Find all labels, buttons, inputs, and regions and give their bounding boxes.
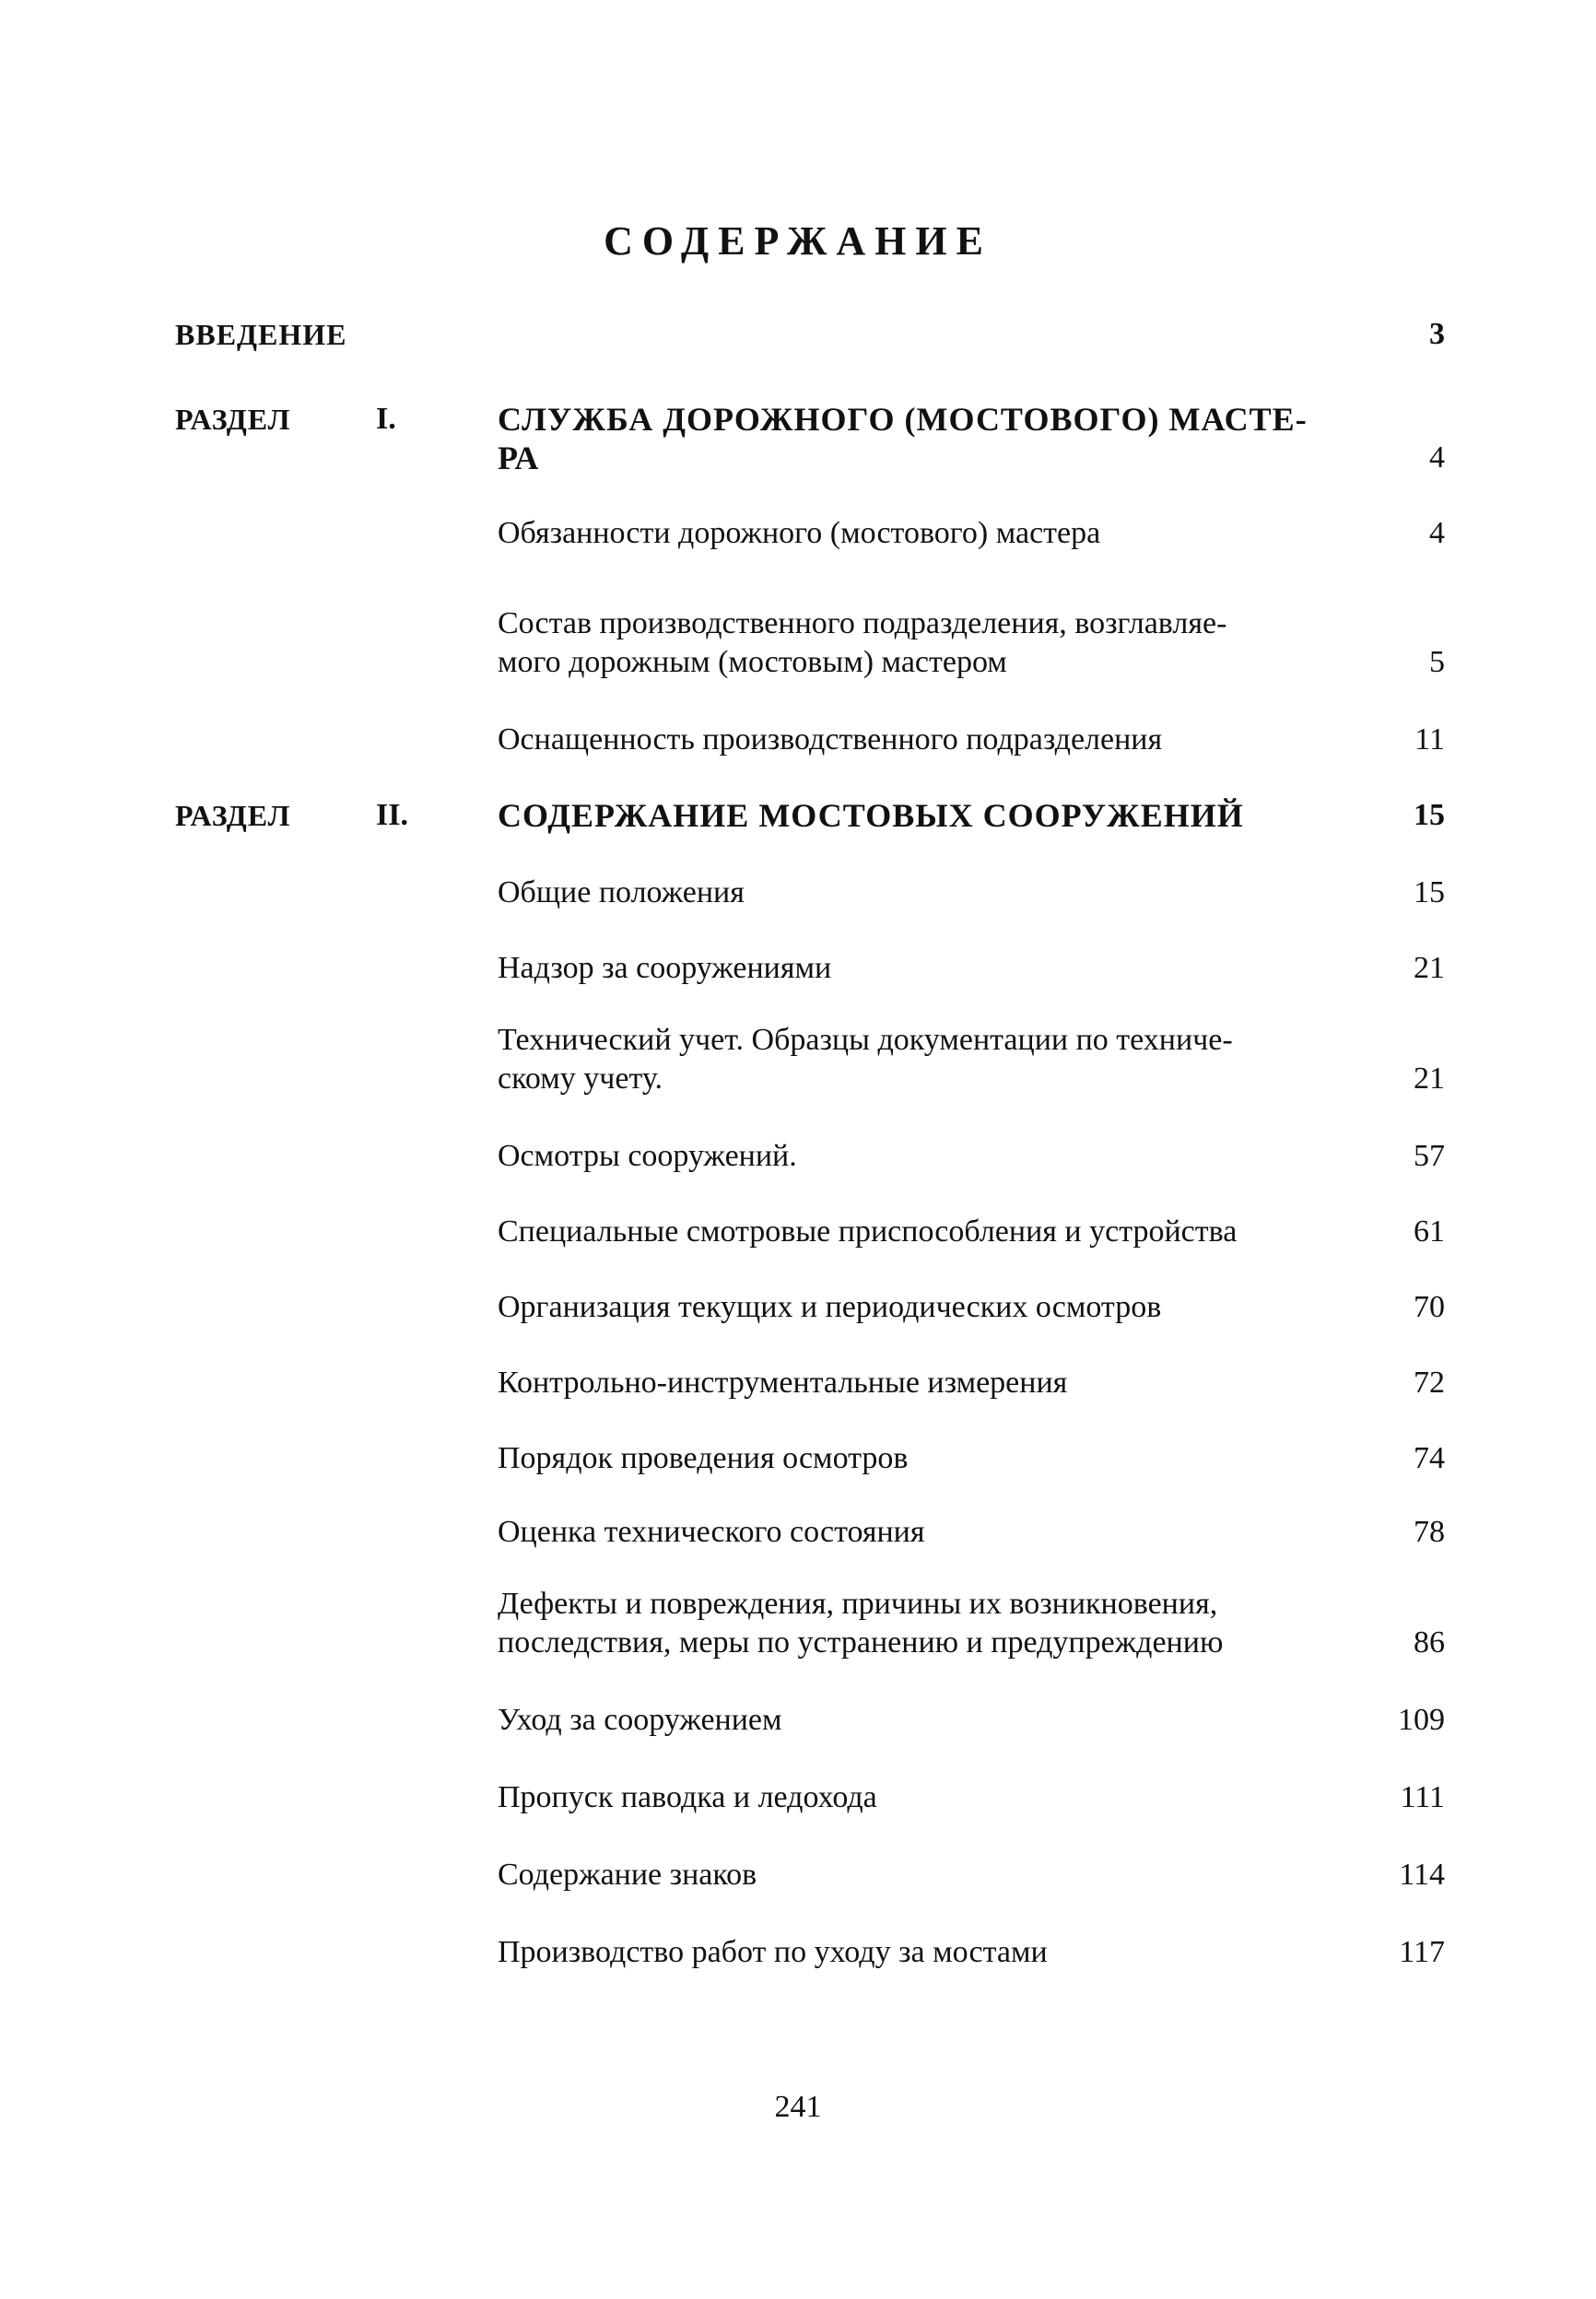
toc-item xyxy=(0,1585,1596,1662)
section-2-header xyxy=(0,796,1596,835)
toc-item-line: Состав производственного подразделения, возглавляе- xyxy=(498,606,1227,640)
toc-item-text xyxy=(498,949,1364,988)
toc-item-line: мого дорожным (мостовым) мастером xyxy=(498,645,1007,679)
toc-item xyxy=(0,1856,1596,1894)
toc-item-line: Содержание знаков xyxy=(498,1858,757,1892)
toc-item-page: 72 xyxy=(1414,1366,1445,1400)
toc-item-line: Дефекты и повреждения, причины их возникновения, xyxy=(498,1587,1218,1621)
intro-page: 3 xyxy=(1429,317,1445,351)
toc-item-text xyxy=(498,514,1364,553)
toc-item-page: 117 xyxy=(1399,1935,1445,1969)
toc-item xyxy=(0,1439,1596,1478)
toc-item xyxy=(0,1137,1596,1176)
toc-item-text xyxy=(498,1585,1364,1662)
section-2-label: РАЗДЕЛ xyxy=(175,799,291,832)
toc-item-text xyxy=(498,1933,1364,1972)
section-1-header xyxy=(0,400,1596,477)
section-1-page: 4 xyxy=(1429,440,1445,475)
section-1-title-line-1: СЛУЖБА ДОРОЖНОГО (МОСТОВОГО) МАСТЕ- xyxy=(498,401,1308,438)
toc-item-text xyxy=(498,1288,1364,1327)
toc-item xyxy=(0,1021,1596,1098)
toc-item-page: 78 xyxy=(1414,1515,1445,1549)
toc-item-page: 5 xyxy=(1429,645,1445,679)
page-number: 241 xyxy=(774,2090,822,2124)
toc-item xyxy=(0,949,1596,988)
section-2-page: 15 xyxy=(1414,798,1445,832)
toc-item-text xyxy=(498,721,1364,759)
toc-item-page: 114 xyxy=(1399,1858,1445,1892)
toc-item xyxy=(0,1701,1596,1740)
toc-item-text xyxy=(498,1213,1364,1251)
toc-item-line: Порядок проведения осмотров xyxy=(498,1441,909,1475)
toc-item-line: последствия, меры по устранению и предупреждению xyxy=(498,1625,1224,1660)
toc-item-text xyxy=(498,1701,1364,1740)
toc-item-text xyxy=(498,1364,1364,1402)
toc-item-page: 4 xyxy=(1429,516,1445,550)
toc-item xyxy=(0,1213,1596,1251)
toc-item xyxy=(0,1933,1596,1972)
toc-item-text xyxy=(498,1856,1364,1894)
toc-item xyxy=(0,1778,1596,1817)
toc-item-text xyxy=(498,1778,1364,1817)
toc-item-line: Общие положения xyxy=(498,875,745,909)
toc-item-text xyxy=(498,1513,1364,1552)
toc-item-line: Специальные смотровые приспособления и устройства xyxy=(498,1214,1238,1249)
toc-item-page: 74 xyxy=(1414,1441,1445,1475)
toc-item-line: Оценка технического состояния xyxy=(498,1515,925,1549)
toc-item-line: Контрольно-инструментальные измерения xyxy=(498,1366,1068,1400)
toc-item-line: скому учету. xyxy=(498,1062,663,1096)
section-2-title xyxy=(498,796,1364,835)
toc-intro-row xyxy=(0,315,1596,354)
toc-item-line: Технический учет. Образцы документации по техниче- xyxy=(498,1023,1233,1057)
toc-item xyxy=(0,1288,1596,1327)
toc-item-page: 61 xyxy=(1414,1214,1445,1249)
toc-item-line: Пропуск паводка и ледохода xyxy=(498,1780,877,1814)
toc-item-page: 70 xyxy=(1414,1290,1445,1324)
section-1-title-line-2: РА xyxy=(498,440,540,476)
toc-item-line: Осмотры сооружений. xyxy=(498,1139,797,1173)
toc-item-text xyxy=(498,874,1364,912)
toc-item xyxy=(0,1364,1596,1402)
toc-title: СОДЕРЖАНИЕ xyxy=(604,218,992,264)
section-2-number: II. xyxy=(376,798,408,832)
toc-item-page: 21 xyxy=(1414,951,1445,985)
toc-item-text xyxy=(498,1021,1364,1098)
section-1-label: РАЗДЕЛ xyxy=(175,403,291,436)
toc-item xyxy=(0,604,1596,682)
toc-item xyxy=(0,1513,1596,1552)
section-1-title xyxy=(498,400,1364,477)
toc-item-page: 86 xyxy=(1414,1625,1445,1660)
toc-item-page: 21 xyxy=(1414,1062,1445,1096)
toc-item-page: 57 xyxy=(1414,1139,1445,1173)
toc-item-line: Оснащенность производственного подразделения xyxy=(498,722,1163,757)
toc-item-page: 111 xyxy=(1400,1780,1445,1814)
section-2-title-line-1: СОДЕРЖАНИЕ МОСТОВЫХ СООРУЖЕНИЙ xyxy=(498,797,1244,834)
toc-item-line: Организация текущих и периодических осмотров xyxy=(498,1290,1162,1324)
toc-item xyxy=(0,721,1596,759)
toc-item-line: Обязанности дорожного (мостового) мастера xyxy=(498,516,1101,550)
toc-item-page: 11 xyxy=(1414,722,1445,757)
toc-item-page: 15 xyxy=(1414,875,1445,909)
toc-item-line: Надзор за сооружениями xyxy=(498,951,832,985)
toc-item-line: Производство работ по уходу за мостами xyxy=(498,1935,1048,1969)
intro-label: ВВЕДЕНИЕ xyxy=(175,318,347,351)
toc-item-page: 109 xyxy=(1398,1703,1445,1737)
toc-item-text xyxy=(498,1439,1364,1478)
toc-item-text xyxy=(498,604,1364,682)
toc-item-line: Уход за сооружением xyxy=(498,1703,782,1737)
toc-item xyxy=(0,874,1596,912)
section-1-number: I. xyxy=(376,402,396,436)
toc-item-text xyxy=(498,1137,1364,1176)
toc-item xyxy=(0,514,1596,553)
